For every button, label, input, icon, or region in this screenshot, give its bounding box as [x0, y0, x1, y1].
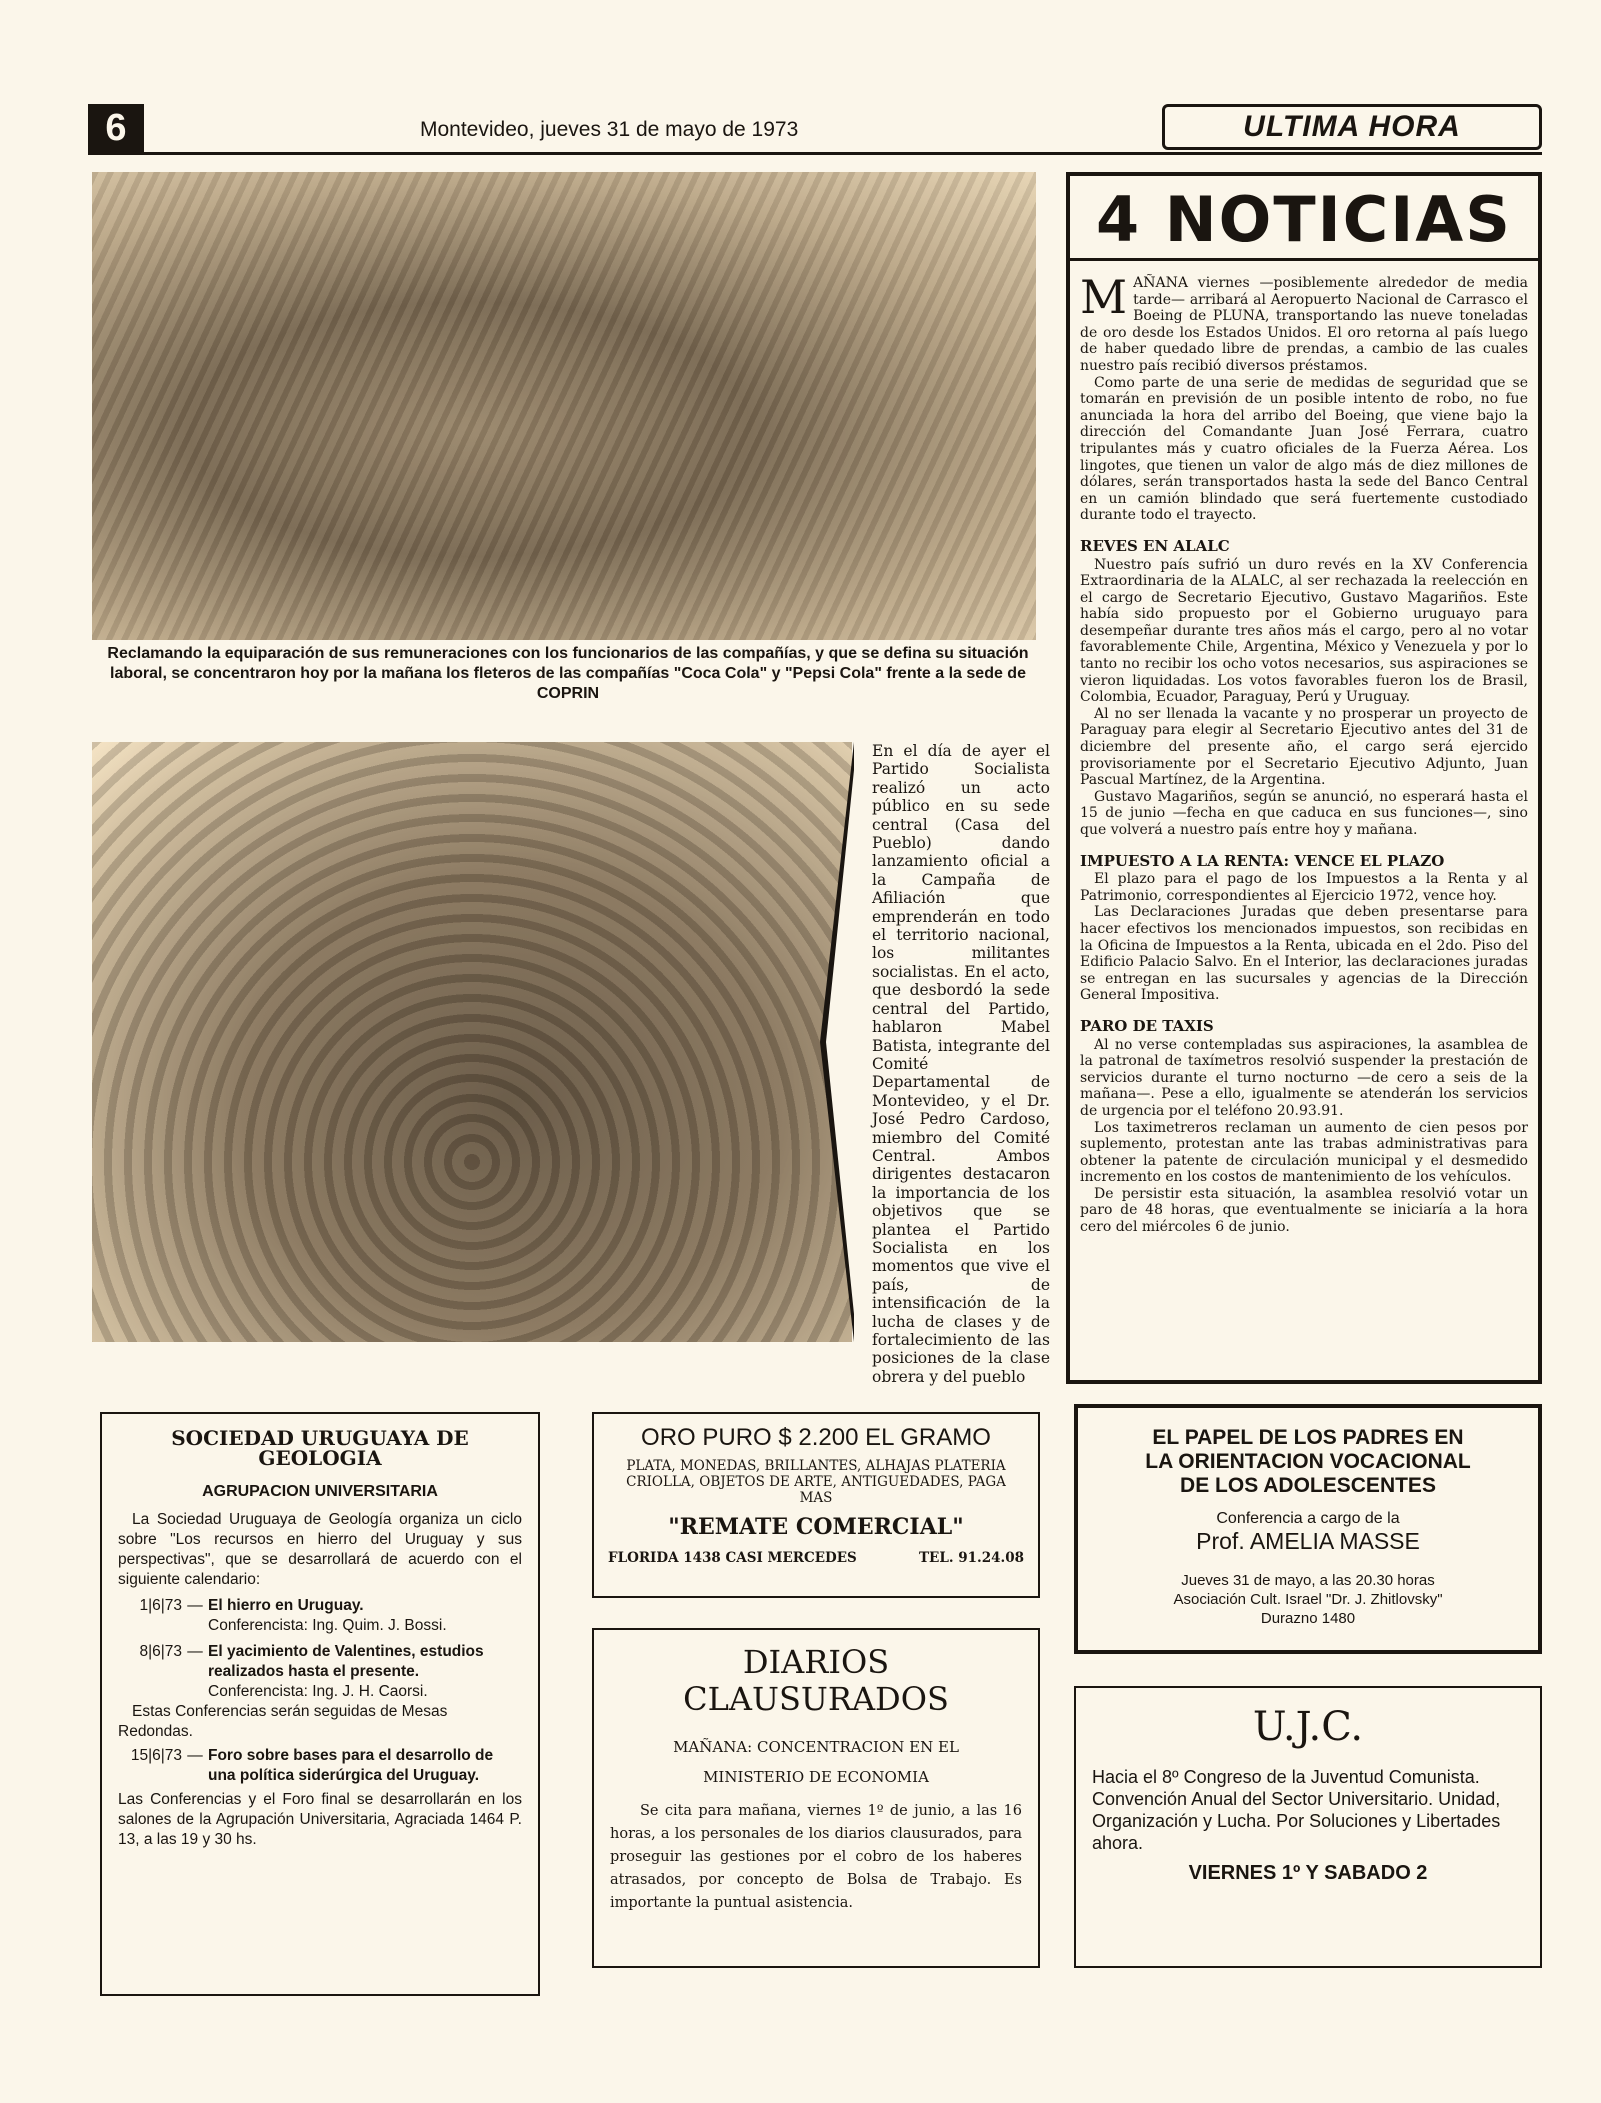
oro-contact: [608, 1550, 1024, 1566]
padres-title-2: LA ORIENTACION VOCACIONAL: [1145, 1450, 1471, 1473]
padres-speaker: Prof. AMELIA MASSE: [1196, 1528, 1420, 1554]
geologia-intro: La Sociedad Uruguaya de Geología organiza un ciclo sobre "Los recursos en hierro del Uruguay y sus perspectivas", que se desarrollará de acuerdo con el siguiente calendario:: [118, 1511, 522, 1588]
diarios-title-2: CLAUSURADOS: [683, 1680, 949, 1718]
forum-date: 15|6|73: [130, 1747, 182, 1764]
event-title: El hierro en Uruguay.: [208, 1597, 364, 1614]
geologia-closing: Las Conferencias y el Foro final se desarrollarán en los salones de la Agrupación Universitaria, Agraciada 1464 P. 13, a las 19 y 30 hs.: [118, 1791, 522, 1848]
diarios-subtitle-1: MAÑANA: CONCENTRACION EN EL: [673, 1738, 959, 1756]
header-rule: [88, 152, 1542, 155]
geologia-subtitle: AGRUPACION UNIVERSITARIA: [202, 1483, 438, 1500]
padres-title-3: DE LOS ADOLESCENTES: [1180, 1474, 1436, 1497]
page-number-box: [88, 104, 144, 152]
diarios-title-1: DIARIOS: [742, 1643, 890, 1681]
event-speaker: Conferencista: Ing. Quim. J. Bossi.: [208, 1617, 447, 1634]
section-paragraph: Al no ser llenada la vacante y no prosperar un proyecto de Paraguay para elegir al Secretario Ejecutivo antes del 31 de diciembre del presente año, el cargo será ejercido provisoriamente por el Secretario Ejecutivo Adjunto, Juan Pascual Martínez, de la Argentina.: [1080, 705, 1528, 789]
section-paragraph: El plazo para el pago de los Impuestos a la Renta y al Patrimonio, correspondientes al Ejercicio 1972, vence hoy.: [1080, 871, 1528, 904]
ujc-dates: VIERNES 1º Y SABADO 2: [1188, 1862, 1428, 1884]
padres-title-1: EL PAPEL DE LOS PADRES EN: [1152, 1426, 1464, 1449]
section-heading: IMPUESTO A LA RENTA: VENCE EL PLAZO: [1080, 851, 1445, 870]
event-speaker: Conferencista: Ing. J. H. Caorsi.: [208, 1683, 428, 1700]
geologia-event: 8|6|73 — El yacimiento de Valentines, estudios realizados hasta el presente. Conferencista: Ing. J. H. Caorsi.: [118, 1642, 522, 1702]
event-date: 1|6|73: [139, 1597, 182, 1614]
dateline: Montevideo, jueves 31 de mayo de 1973: [420, 118, 799, 141]
padres-venue: Asociación Cult. Israel "Dr. J. Zhitlovsky": [1173, 1591, 1443, 1608]
section-paragraph: Los taximetreros reclaman un aumento de cien pesos por suplemento, protestan ante las trabas administrativas para obtener la patente de circulación municipal y el desmedido incremento en los costos de mantenimiento de los vehículos.: [1080, 1119, 1528, 1186]
padres-ad: [1074, 1404, 1542, 1654]
section-heading: REVES EN ALALC: [1080, 536, 1230, 555]
event-date: 8|6|73: [139, 1643, 182, 1660]
page-number: 6: [105, 106, 127, 149]
geologia-middle-note: Estas Conferencias serán seguidas de Mesas Redondas.: [118, 1703, 448, 1740]
noticias-lead: [1080, 270, 1528, 1236]
section-paragraph: Gustavo Magariños, según se anunció, no esperará hasta el 15 de junio —fecha en que caduca en sus funciones—, sino que volverá a nuestro país entre hoy y mañana.: [1080, 788, 1528, 838]
diarios-body: Se cita para mañana, viernes 1º de junio, a las 16 horas, a los personales de los diarios clausurados, para proseguir las gestiones por el cobro de los haberes atrasados, por concepto de Bolsa de Trabajo. Es importante la puntual asistencia.: [610, 1803, 1022, 1911]
oro-phone: TEL. 91.24.08: [919, 1550, 1024, 1566]
noticias-title: 4 NOTICIAS: [1070, 182, 1538, 261]
section-paragraph: De persistir esta situación, la asamblea resolvió votar un paro de 48 horas, que eventualmente se iniciaría a la hora cero del miércoles 6 de junio.: [1080, 1185, 1528, 1236]
section-paragraph: Nuestro país sufrió un duro revés en la XV Conferencia Extraordinaria de la ALALC, al ser rechazada la reelección en el cargo de Secretario Ejecutivo, Gustavo Magariños. Este había sido propuesto por el Gobierno uruguayo para desempeñar durante tres años más el cargo, pero al no votar favorablemente Chile, Argentina, México y Venezuela y por lo tanto no recibir los ocho votos necesarios, sus aspiraciones se vieron liquidadas. Los votos favorables fueron los de Brasil, Colombia, Ecuador, Paraguay, Perú y Uruguay.: [1080, 556, 1528, 706]
geologia-ad: [100, 1412, 540, 1996]
forum-title: Foro sobre bases para el desarrollo de una política siderúrgica del Uruguay.: [208, 1747, 494, 1784]
oro-ad: [592, 1412, 1040, 1598]
geologia-event: 1|6|73 — El hierro en Uruguay. Conferencista: Ing. Quim. J. Bossi.: [118, 1596, 522, 1636]
photo-party-meeting: [92, 742, 852, 1342]
oro-headline: ORO PURO $ 2.200 EL GRAMO: [641, 1424, 991, 1451]
partido-socialista-story: En el día de ayer el Partido Socialista realizó un acto público en su sede central (Casa del Pueblo) dando lanzamiento oficial a la Campaña de Afiliación que emprenderán en todo el territorio nacional, los militantes socialistas. En el acto, que desbordó la sede central del Partido, hablaron Mabel Batista, integrante del Comité Departamental de Montevideo, y el Dr. José Pedro Cardoso, miembro del Comité Central. Ambos dirigentes destacaron la importancia de los objetivos que se plantea el Partido Socialista en los momentos que vive el país, de intensificación de la lucha de clases y de fortalecimiento de las posiciones de la clase obrera y del pueblo: [872, 742, 1050, 1386]
pointer-triangle-inner: [826, 770, 854, 1314]
ujc-ad: [1074, 1686, 1542, 1968]
masthead-title: ULTIMA HORA: [1243, 110, 1461, 143]
photo1-caption: Reclamando la equiparación de sus remuneraciones con los funcionarios de las compañías, y que se defina su situación laboral, se concentraron hoy por la mañana los fleteros de las compañías "Coca Cola" y "Pepsi Cola" frente a la sede de COPRIN: [107, 645, 1029, 702]
lead-paragraph-1: AÑANA viernes —posiblemente alrededor de media tarde— arribará al Aeropuerto Nacional de Carrasco el Boeing de PLUNA, transportando las nueve toneladas de oro desde los Estados Unidos. El oro retorna al país luego de haber quedado libre de prendas, a cambio de las cuales nuestro país recibió diversos préstamos.: [1080, 275, 1528, 374]
ujc-title: U.J.C.: [1252, 1704, 1364, 1750]
ujc-body: Hacia el 8º Congreso de la Juventud Comunista. Convención Anual del Sector Universitario. Unidad, Organización y Lucha. Por Soluciones y Libertades ahora.: [1092, 1767, 1501, 1853]
event-title: El yacimiento de Valentines, estudios realizados hasta el presente.: [208, 1643, 484, 1680]
drop-cap: M: [1080, 270, 1128, 324]
geologia-forum: 15|6|73 — Foro sobre bases para el desarrollo de una política siderúrgica del Uruguay.: [118, 1746, 522, 1786]
diarios-ad: [592, 1628, 1040, 1968]
section-heading: PARO DE TAXIS: [1080, 1016, 1214, 1035]
padres-when: Jueves 31 de mayo, a las 20.30 horas: [1181, 1572, 1435, 1589]
geologia-title: SOCIEDAD URUGUAYA DE GEOLOGIA: [171, 1426, 469, 1470]
oro-items: PLATA, MONEDAS, BRILLANTES, ALHAJAS PLATERIA CRIOLLA, OBJETOS DE ARTE, ANTIGUEDADES, PAGA MAS: [626, 1458, 1006, 1506]
padres-address: Durazno 1480: [1260, 1610, 1356, 1627]
section-paragraph: Las Declaraciones Juradas que deben presentarse para hacer efectivos los mencionados impuestos, son recibidas en la Oficina de Impuestos a la Renta, ubicada en el 2do. Piso del Edificio Palacio Salvo. En el Interior, las declaraciones juradas se entregan en las sucursales y agencias de la Dirección General Impositiva.: [1080, 904, 1528, 1004]
lead-paragraph-2: Como parte de una serie de medidas de seguridad que se tomarán en previsión de un posible intento de robo, no fue anunciada la hora del arribo del Boeing, que viene bajo la dirección del Comandante Juan José Ferrara, cuatro tripulantes más y cuatro oficiales de la Fuerza Aérea. Los lingotes, que tienen un valor de algo más de diez millones de dólares, serán transportados hasta la sede del Banco Central en un camión blindado que será fuertemente custodiado durante todo el trayecto.: [1080, 374, 1528, 524]
oro-address: FLORIDA 1438 CASI MERCEDES: [608, 1550, 857, 1566]
section-paragraph: Al no verse contempladas sus aspiraciones, la asamblea de la patronal de taxímetros resolvió suspender la prestación de servicios durante el turno nocturno —de cero a seis de la mañana—. Pese a ello, igualmente se atenderán los servicios de urgencia por el teléfono 20.93.91.: [1080, 1036, 1528, 1119]
diarios-subtitle-2: MINISTERIO DE ECONOMIA: [703, 1768, 929, 1786]
photo-truck-protest: [92, 172, 1036, 640]
noticias-box: [1066, 172, 1542, 1384]
padres-by: Conferencia a cargo de la: [1216, 1510, 1400, 1527]
masthead: [1162, 104, 1542, 150]
oro-business: "REMATE COMERCIAL": [668, 1514, 964, 1540]
